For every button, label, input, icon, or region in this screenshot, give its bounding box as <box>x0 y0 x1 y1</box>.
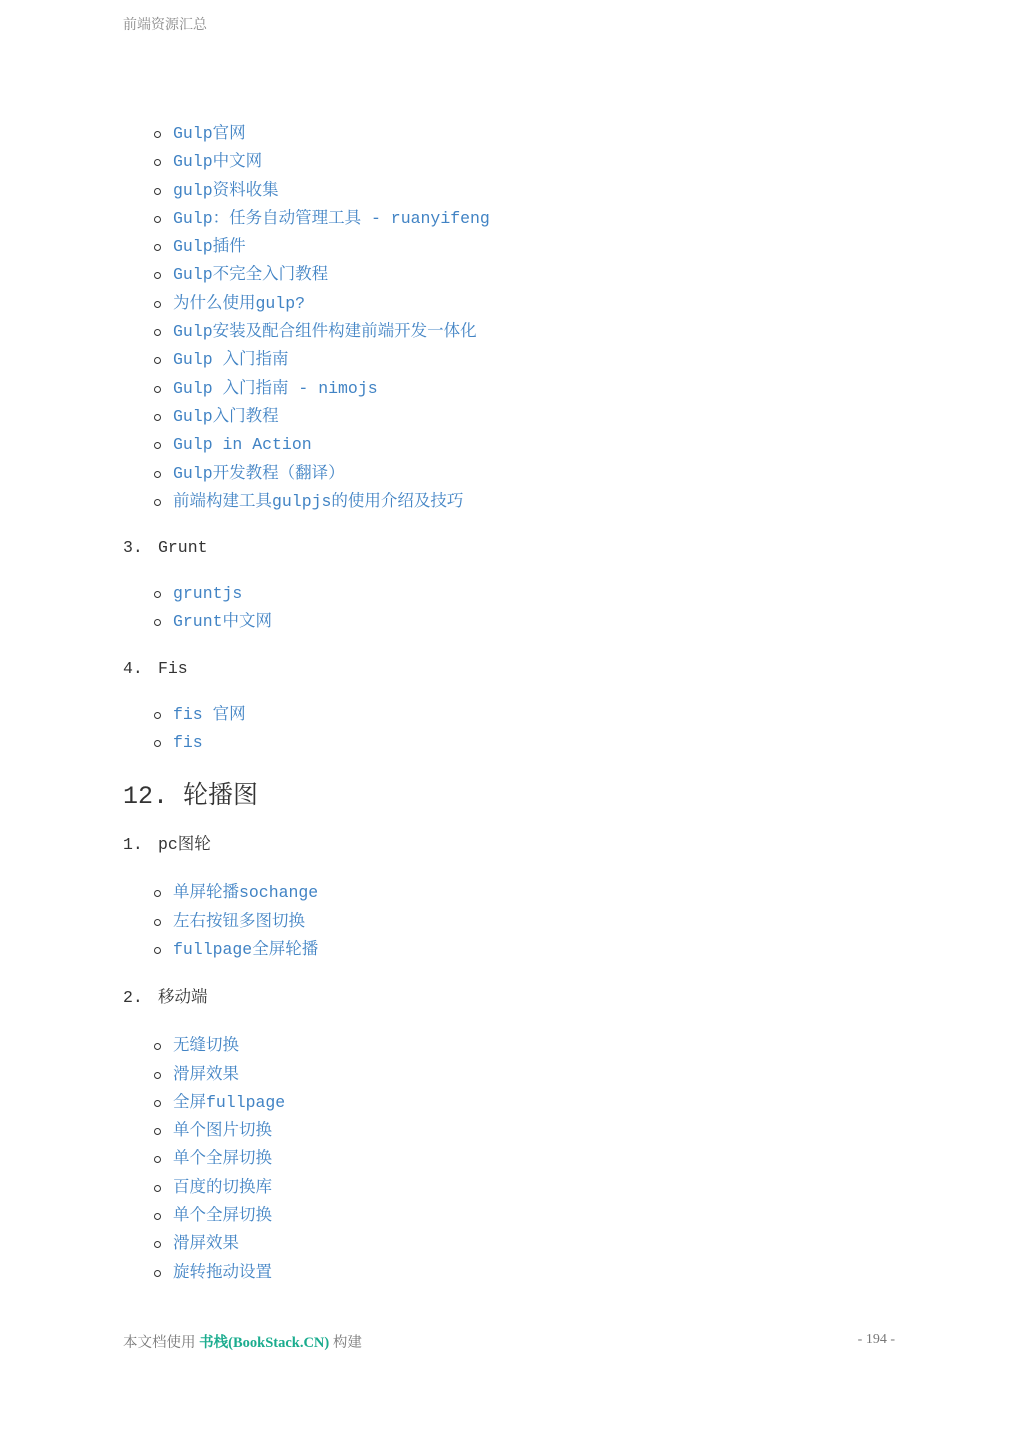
gulp-link[interactable]: Gulp in Action <box>173 435 312 455</box>
fis-number: 4. <box>123 658 143 678</box>
grunt-number: 3. <box>123 538 143 558</box>
list-item <box>173 1061 903 1089</box>
mobile-link[interactable]: 单个全屏切换 <box>173 1149 272 1169</box>
fis-link[interactable]: fis 官网 <box>173 704 246 724</box>
gulp-link[interactable]: Gulp 入门指南 <box>173 350 289 370</box>
footer-prefix: 本文档使用 <box>123 1335 200 1351</box>
gulp-link[interactable]: Gulp官网 <box>173 124 246 143</box>
list-item <box>173 1202 903 1230</box>
fis-link[interactable]: fis <box>173 733 203 753</box>
list-item <box>173 431 903 459</box>
list-item <box>173 375 903 403</box>
list-item <box>173 1174 903 1202</box>
grunt-title: Grunt <box>158 538 208 558</box>
list-item <box>173 1032 903 1060</box>
gulp-link[interactable]: 前端构建工具gulpjs的使用介绍及技巧 <box>173 491 464 511</box>
mobile-link[interactable]: 无缝切换 <box>173 1036 239 1056</box>
list-item <box>173 261 903 289</box>
pc-title: pc图轮 <box>158 835 211 855</box>
list-item <box>173 460 903 488</box>
mobile-link[interactable]: 全屏fullpage <box>173 1092 286 1112</box>
pc-link[interactable]: fullpage全屏轮播 <box>173 939 319 959</box>
list-item <box>173 729 903 757</box>
list-item <box>173 148 903 176</box>
gulp-link[interactable]: Gulp插件 <box>173 237 246 257</box>
list-item <box>173 1230 903 1258</box>
pc-number: 1. <box>123 835 143 855</box>
gulp-link[interactable]: 为什么使用gulp? <box>173 293 306 313</box>
list-item <box>173 701 903 729</box>
gulp-link[interactable]: Gulp：任务自动管理工具 - ruanyifeng <box>173 208 490 228</box>
pc-link-list <box>123 879 903 964</box>
list-item <box>173 233 903 261</box>
page-number: - 194 - <box>857 1332 895 1347</box>
list-item <box>173 936 903 964</box>
list-item <box>173 1117 903 1145</box>
footer-suffix: 构建 <box>329 1335 362 1351</box>
fis-title: Fis <box>158 658 188 678</box>
footer-credit <box>123 1331 362 1352</box>
fis-link-list <box>123 701 903 758</box>
list-item <box>173 488 903 516</box>
grunt-link[interactable]: Grunt中文网 <box>173 612 273 632</box>
mobile-link[interactable]: 旋转拖动设置 <box>173 1262 272 1282</box>
list-item <box>173 177 903 205</box>
pc-heading <box>123 831 903 859</box>
list-item <box>173 908 903 936</box>
mobile-link[interactable]: 单个全屏切换 <box>173 1206 272 1226</box>
list-item <box>173 1145 903 1173</box>
gulp-link-list <box>123 120 903 516</box>
mobile-link[interactable]: 滑屏效果 <box>173 1234 239 1254</box>
fis-heading <box>123 655 903 683</box>
document-content <box>123 120 903 1287</box>
mobile-heading <box>123 984 903 1012</box>
gulp-link[interactable]: Gulp不完全入门教程 <box>173 265 329 285</box>
list-item <box>173 580 903 608</box>
mobile-link[interactable]: 百度的切换库 <box>173 1177 272 1197</box>
bookstack-link[interactable]: 书栈(BookStack.CN) <box>199 1335 330 1351</box>
mobile-number: 2. <box>123 988 143 1008</box>
pc-link[interactable]: 左右按钮多图切换 <box>173 911 305 931</box>
list-item <box>173 1089 903 1117</box>
mobile-link[interactable]: 滑屏效果 <box>173 1064 239 1084</box>
grunt-heading <box>123 534 903 562</box>
list-item <box>173 608 903 636</box>
grunt-link[interactable]: gruntjs <box>173 584 243 604</box>
mobile-title: 移动端 <box>158 988 208 1008</box>
section-title-carousel: 12. 轮播图 <box>123 782 259 812</box>
list-item <box>173 290 903 318</box>
list-item <box>173 318 903 346</box>
list-item <box>173 346 903 374</box>
list-item <box>173 879 903 907</box>
pc-link[interactable]: 单屏轮播sochange <box>173 883 319 903</box>
list-item <box>173 403 903 431</box>
gulp-link[interactable]: Gulp开发教程（翻译） <box>173 463 345 483</box>
mobile-link[interactable]: 单个图片切换 <box>173 1121 272 1141</box>
gulp-link[interactable]: Gulp入门教程 <box>173 406 279 426</box>
list-item <box>173 1259 903 1287</box>
document-header: 前端资源汇总 <box>123 18 207 33</box>
mobile-link-list <box>123 1032 903 1287</box>
gulp-link[interactable]: Gulp安装及配合组件构建前端开发一体化 <box>173 322 477 342</box>
list-item <box>173 205 903 233</box>
gulp-link[interactable]: Gulp 入门指南 - nimojs <box>173 378 378 398</box>
gulp-link[interactable]: Gulp中文网 <box>173 152 263 172</box>
grunt-link-list <box>123 580 903 637</box>
gulp-link[interactable]: gulp资料收集 <box>173 180 279 200</box>
list-item <box>173 120 903 148</box>
